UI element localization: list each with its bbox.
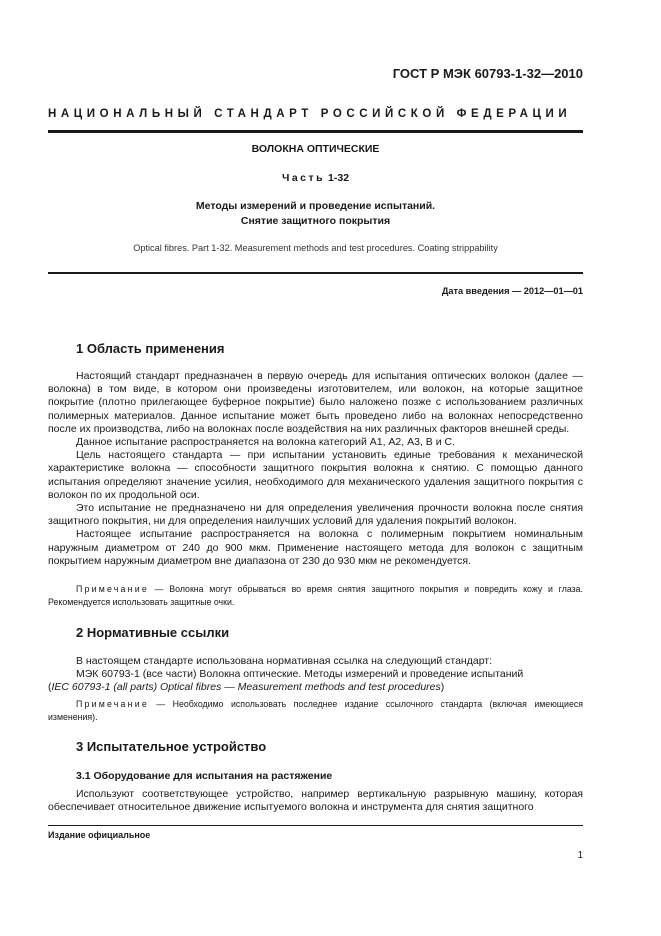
note-text: — Волокна могут обрываться во время снятия защитного покрытия и повредить кожу и глаза. Рекомендуется использовать защитные очки. [48, 584, 583, 607]
section-1-paragraph: Настоящее испытание распространяется на волокна с полимерным покрытием номинальным наружным диаметром от 240 до 900 мкм. Применение настоящего метода для волокон с защитным покрытием наружным диаметром вне диапазона от 230 до 930 мкм не рекомендуется. [48, 528, 583, 567]
reference-english-title: IEC 60793-1 (all parts) Optical fibres — Measurement methods and test procedures [51, 681, 441, 694]
note-label: Примечание [76, 699, 149, 709]
paren-close: ) [440, 681, 445, 694]
section-1-heading: 1 Область применения [76, 341, 225, 356]
title-subtitle [48, 199, 583, 229]
section-1-paragraph: Данное испытание распространяется на волокна категорий А1, А2, А3, В и С. [76, 436, 455, 449]
page-number: 1 [577, 850, 583, 861]
subtitle-line-1: Методы измерений и проведение испытаний. [195, 200, 436, 212]
section-2-heading: 2 Нормативные ссылки [76, 625, 230, 640]
section-3-body [48, 788, 583, 814]
title-main: ВОЛОКНА ОПТИЧЕСКИЕ [251, 143, 380, 155]
footer-rule [48, 825, 583, 826]
section-2-note [48, 698, 583, 723]
title-part [48, 172, 583, 184]
note-text: — Необходимо использовать последнее издание ссылочного стандарта (включая имеющиеся изменения). [48, 699, 583, 722]
subtitle-line-2: Снятие защитного покрытия [240, 215, 391, 227]
section-1-body [48, 370, 583, 568]
edition-label: Издание официальное [48, 830, 151, 840]
english-title: Optical fibres. Part 1-32. Measurement methods and test procedures. Coating strippability [133, 243, 498, 253]
part-number: 1-32 [328, 172, 350, 184]
section-3-heading: 3 Испытательное устройство [76, 739, 267, 754]
date-of-introduction: Дата введения — 2012—01—01 [441, 286, 583, 296]
document-number: ГОСТ Р МЭК 60793-1-32—2010 [392, 66, 583, 81]
section-3-paragraph: Используют соответствующее устройство, например вертикальную разрывную машину, которая обеспечивает относительное движение испытуемого волокна и инструмента для снятия защитного [48, 788, 583, 814]
part-word: Часть [281, 172, 326, 184]
section-1-paragraph: Цель настоящего стандарта — при испытании установить единые требования к механической характеристике волокна — способности защитного покрытия волокна к снятию. С помощью данного испытания определяют значение усилия, необходимого для механического удаления защитного покрытия с волокон по их продольной оси. [48, 449, 583, 501]
section-2-body [48, 655, 583, 695]
section-1-paragraph: Настоящий стандарт предназначен в первую очередь для испытания оптических волокон (далее — волокна) в том виде, в котором они произведены изготовителем, или волокон, на которые защитное покрытие (плотно прилегающее буферное покрытие) было наложено позже с использованием различных полимерных материалов. Данное испытание может быть проведено либо на волокнах непосредственно после их производства, либо на волокнах после воздействия на них различных факторов внешней среды. [48, 370, 583, 435]
title-rule [48, 272, 583, 274]
section-1-paragraph: Это испытание не предназначено ни для определения увеличения прочности волокна после снятия защитного покрытия, ни для определения наилучших условий для удаления покрытий волокон. [48, 502, 583, 528]
note-label: Примечание [76, 584, 149, 594]
section-1-note [48, 583, 583, 608]
paren-open: ( [48, 681, 52, 694]
section-2-paragraph: МЭК 60793-1 (все части) Волокна оптические. Методы измерений и проведение испытаний [76, 668, 524, 681]
header-rule [48, 130, 583, 133]
section-2-paragraph: В настоящем стандарте использована нормативная ссылка на следующий стандарт: [76, 655, 493, 667]
national-standard-banner: НАЦИОНАЛЬНЫЙ СТАНДАРТ РОССИЙСКОЙ ФЕДЕРАЦИИ [48, 108, 572, 120]
section-2-paragraph-cont [48, 681, 583, 694]
section-3-1-heading: 3.1 Оборудование для испытания на растяжение [76, 770, 333, 782]
